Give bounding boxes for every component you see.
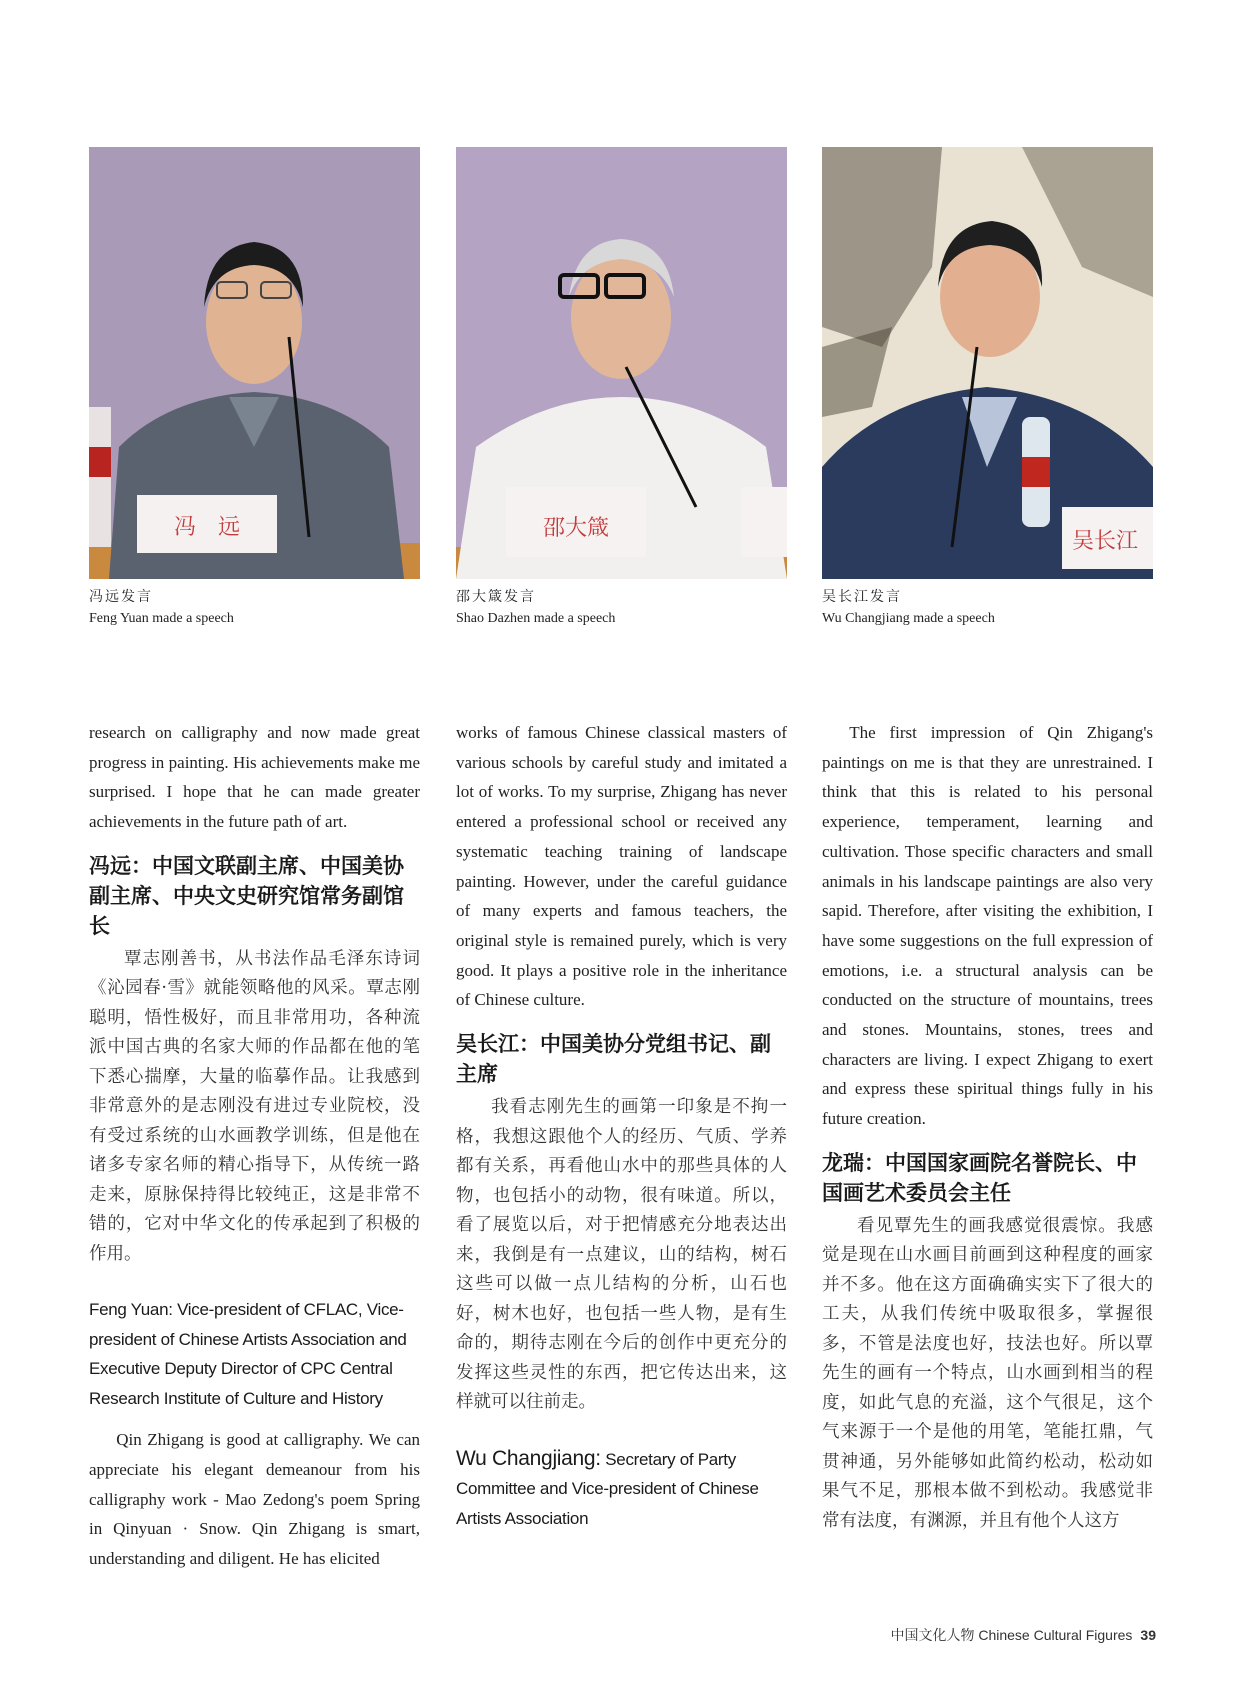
section-heading-long-rui-cn: 龙瑞：中国国家画院名誉院长、中国画艺术委员会主任 [822,1150,1137,1205]
photo-wu-changjiang [822,147,1153,579]
section-heading-feng-yuan-en: Feng Yuan: Vice-president of CFLAC, Vice-president of Chinese Artists Association and Executive Deputy Director of CPC Central Research Institute of Culture and History [89,1300,407,1408]
paragraph-cn: 覃志刚善书，从书法作品毛泽东诗词《沁园春·雪》就能领略他的风采。覃志刚聪明，悟性极好，而且非常用功，各种流派中国古典的名家大师的作品都在他的笔下悉心揣摩，大量的临摹作品。让我感到非常意外的是志刚没有进过专业院校，没有受过系统的山水画教学训练，但是他在诸多专家名师的精心指导下，从传统一路走来，原脉保持得比较纯正，这是非常不错的，它对中华文化的传承起到了积极的作用。 [89,948,420,1264]
text-column-2 [456,718,787,1545]
page-number: 39 [1140,1627,1156,1643]
paragraph-cn: 看见覃先生的画我感觉很震惊。我感觉是现在山水画目前画到这种程度的画家并不多。他在这方面确确实实下了很大的工夫，从我们传统中吸取很多，掌握很多，不管是法度也好，技法也好。所以覃先生的画有一个特点，山水画到相当的程度，如此气息的充溢，这个气很足，这个气来源于一个是他的用笔，笔能扛鼎，气贯神通，另外能够如此简约松动，松动如果气不足，那根本做不到松动。我感觉非常有法度，有渊源，并且有他个人这方 [822,1215,1153,1531]
caption-en: Shao Dazhen made a speech [456,611,616,626]
magazine-name: 中国文化人物 Chinese Cultural Figures [890,1627,1133,1643]
photo-caption-3 [822,587,1153,629]
paragraph: The first impression of Qin Zhigang's paintings on me is that they are unrestrained. I think that this is related to his personal experience, temperament, learning and cultivation. Those specific characters and small animals in his landscape paintings are also very sapid. Therefore, after visiting the exhibition, I have some suggestions on the full expression of emotions, i.e. a structural analysis can be conducted on the structure of mountains, trees and stones. Mountains, stones, trees and characters are living. I expect Zhigang to exert and express these spiritual things fully in his future creation. [822,723,1153,1129]
section-heading-wu-changjiang-en [456,1444,787,1534]
nameplate-wu-changjiang: 吴长江 [1072,529,1139,554]
caption-en: Feng Yuan made a speech [89,611,234,626]
caption-en: Wu Changjiang made a speech [822,611,995,626]
section-heading-feng-yuan-cn: 冯远：中国文联副主席、中国美协副主席、中央文史研究馆常务副馆长 [89,853,404,938]
photo-feng-yuan [89,147,420,579]
text-column-3 [822,718,1153,1536]
caption-cn: 邵大箴发言 [456,589,536,605]
photo-feng-yuan-image [89,147,420,579]
photo-shao-dazhen-image [456,147,787,579]
page-footer [890,1625,1156,1645]
nameplate-shao-dazhen: 邵大箴 [542,516,610,541]
paragraph-cn: 我看志刚先生的画第一印象是不拘一格，我想这跟他个人的经历、气质、学养都有关系，再看他山水中的那些具体的人物，也包括小的动物，很有味道。所以，看了展览以后，对于把情感充分地表达出来，我倒是有一点建议，山的结构，树石这些可以做一点儿结构的分析，山石也好，树木也好，也包括一些人物，是有生命的，期待志刚在今后的创作中更充分的发挥这些灵性的东西，把它传达出来，这样就可以往前走。 [456,1097,787,1413]
text-column-1 [89,718,420,1574]
photo-caption-2 [456,587,787,629]
heading-name: Wu Changjiang: [456,1446,601,1470]
heading-title: Secretary of Party Committee and Vice-president of Chinese Artists Association [456,1449,759,1528]
section-heading-wu-changjiang-cn: 吴长江：中国美协分党组书记、副主席 [456,1032,771,1087]
nameplate-feng-yuan: 冯 远 [173,515,241,540]
photo-shao-dazhen [456,147,787,579]
paragraph: Qin Zhigang is good at calligraphy. We can appreciate his elegant demeanour from his calligraphy work - Mao Zedong's poem Spring in Qinyuan · Snow. Qin Zhigang is smart, understanding and diligent. He has elicited [89,1430,420,1569]
photo-wu-changjiang-image [822,147,1153,579]
caption-cn: 冯远发言 [89,589,153,605]
paragraph: research on calligraphy and now made great progress in painting. His achievements make me surprised. I hope that he can made greater achievements in the future path of art. [89,723,420,832]
caption-cn: 吴长江发言 [822,589,902,605]
paragraph: works of famous Chinese classical masters of various schools by careful study and imitated a lot of works. To my surprise, Zhigang has never entered a professional school or received any systematic teaching training of landscape painting. However, under the careful guidance of many experts and famous teachers, the original style is remained purely, which is very good. It plays a positive role in the inheritance of Chinese culture. [456,723,787,1010]
photo-caption-1 [89,587,420,629]
